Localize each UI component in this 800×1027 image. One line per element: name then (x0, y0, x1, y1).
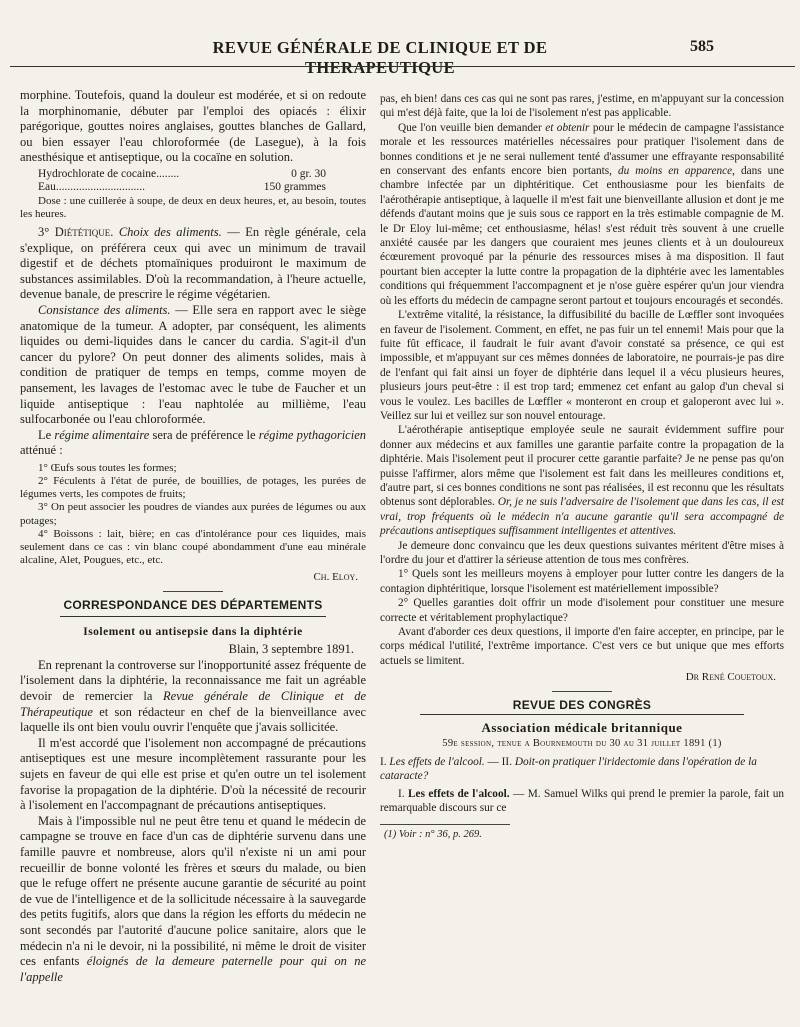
diet-list (20, 462, 366, 568)
author-signature: Dr René Couetoux. (685, 671, 776, 684)
paragraph (380, 423, 784, 538)
text-run: atténué : (20, 443, 63, 458)
text-run: Or, je ne suis l'adversaire de l'isolement que dans les cas, il est vrai, trop fréquents où le médecin n'a aucune garantie qu'il sera accompagné de précautions antiseptiques suffisamment intelligentes et attentives. (380, 496, 785, 538)
paragraph: Je demeure donc convaincu que les deux questions suivantes méritent d'être mises à l'ordre du jour et d'attirer la sérieuse attention de tous mes confrères. (380, 539, 784, 566)
text-run: , dans une chambre infectée par un diphtéritique. Cet enthousiasme pour les bienfaits de l'aérothérapie antiseptique, à laquelle il m'est fait une bienveillante allusion et dont je me défends d'autant moins que je suis sous ce rapport en la très estimable compagnie de M. le Dr Eloy lui-même; cet enthousiasme, hélas! s'est réduit très souvent à une cruelle anxiété causée par les dangers que couraient mes jeunes clients et à un douloureux écœurement provoqué par la pénurie des ressources mises à ma disposition. Il faut pourtant bien accepter la lutte contre la propagation de la diphtérie avec les lamentables conditions qui fréquemment l'accompagnent et je n'ose guère espérer qu'un jour viendra où les efforts du médecin de campagne seront partout et toujours encouragés et secondés. (380, 165, 784, 307)
paragraph (380, 121, 784, 308)
article-title: Isolement ou antisepsie dans la diphtérie (83, 625, 303, 638)
right-column (380, 92, 784, 842)
paragraph (20, 428, 366, 459)
paragraph: 1° Quels sont les meilleurs moyens à employer pour lutter contre les dangers de la contagion diphtéritique, lorsque l'isolement est matériellement impossible? (380, 568, 784, 595)
text-run: sera de préférence le (149, 427, 259, 442)
subheading: Consistance des aliments. (38, 302, 171, 317)
text-run: Le (38, 427, 55, 442)
list-item: 4° Boissons : lait, bière; en cas d'intolérance pour ces liquides, mais seulement dans ce cas : vin blanc coupé abondamment d'une eau minérale alcaline, Alet, Pougues, etc., etc. (20, 527, 366, 567)
paragraph (20, 814, 366, 986)
prescription-item: Eau............................... (38, 181, 146, 194)
paragraph: pas, eh bien! dans ces cas qui ne sont pas rares, j'estime, en m'appuyant sur la concession qui m'est déjà faite, que la loi de l'isolement n'est pas applicable. (380, 93, 784, 120)
paragraph-text: — Elle sera en rapport avec le siège anatomique de la tumeur. A adopter, par conséquent, les aliments liquides ou demi-liquides dans le cancer du cardia. S'agit-il d'un cancer du pylore? On peut donner des aliments solides, mais à condition de pratiquer de temps en temps, comme moyen de pansement, les lavages de l'estomac avec le tube de Faucher et un liquide antiseptique : l'eau naphtolée au millième, l'eau sulfocarbonée ou l'eau chloroformée. (20, 302, 366, 427)
left-column (20, 88, 366, 985)
subheading: Choix des aliments. (118, 224, 222, 239)
running-header-title: REVUE GÉNÉRALE DE CLINIQUE ET DE THERAPEUTIQUE (212, 38, 548, 77)
list-item: 3° On peut associer les poudres de viandes aux purées de légumes ou aux potages; (20, 501, 366, 527)
text-run: I. (380, 755, 390, 768)
text-run: Doit-on pratiquer l'iridectomie dans l'opération de la cataracte? (380, 755, 757, 783)
prescription-line (38, 181, 366, 195)
section-number: 3° (38, 224, 50, 239)
contents-line (380, 755, 784, 784)
list-item: 2° Féculents à l'état de purée, de bouillies, de potages, les purées de légumes verts, les compotes de fruits; (20, 475, 366, 501)
journal-name: Revue générale de Clinique et de Thérapeutique (20, 689, 366, 719)
paragraph: L'extrême vitalité, la résistance, la diffusibilité du bacille de Lœffler sont invoquées en faveur de l'isolement. Comment, en effet, ne pas fuir un tel ennemi! Mais pour que la fuite fût efficace, il faudrait le fuir avant d'avoir constaté sa présence, ce qui est impossible, et m'appuyant sur ces mêmes données de laboratoire, ne pourrais-je pas dire de l'enfant qui fait ainsi un foyer de diphtérie dans lequel il a vécu plusieurs heures, plusieurs jours peut-être : il est trop tard; emmenez cet enfant au galop d'un cheval si vous le voulez. Les bacilles de Lœffler « monteront en croup et galoperont avec lui ». Veillez sur lui et veillez sur son nouvel entourage. (380, 309, 784, 422)
paragraph: 2° Quelles garanties doit offrir un mode d'isolement pour constituer une mesure correcte et véritablement prophylactique? (380, 597, 784, 624)
prescription-item: Hydrochlorate de cocaine........ (38, 167, 180, 180)
prescription (38, 168, 366, 195)
prescription-line (38, 168, 366, 182)
header-rule (10, 66, 795, 67)
section-rule (60, 616, 326, 617)
text-run: Que l'on veuille bien demander (398, 121, 546, 134)
prescription-qty: 0 gr. 30 (291, 167, 326, 180)
paragraph: morphine. Toutefois, quand la douleur est modérée, et si on redoute la morphinomanie, débuter par l'emploi des opiacés : élixir parégorique, gouttes noires anglaises, gouttes blanches de Gallard, ou bien essayer l'eau chloroformée (de Lasegue), à la fois anesthésique et antiseptique, ou la cocaïne en solution. (20, 88, 366, 165)
section-title: REVUE DES CONGRÈS (512, 697, 652, 712)
text-run: En reprenant la controverse sur l'inopportunité assez fréquente de l'isolement dans la diphtérie, la reconnaissance me fait un agréable devoir de remercier la (20, 657, 366, 704)
separator-rule (552, 691, 612, 692)
author-signature: Ch. Eloy. (313, 570, 358, 583)
prescription-qty: 150 grammes (263, 181, 326, 194)
text-run: régime alimentaire (54, 427, 150, 442)
footnote: (1) Voir : n° 36, p. 269. (384, 828, 482, 840)
section-title: CORRESPONDANCE DES DÉPARTEMENTS (63, 598, 323, 613)
text-run: et obtenir (545, 121, 590, 134)
association-title: Association médicale britannique (481, 720, 683, 736)
paragraph-text: — En règle générale, cela s'explique, on préférera ceux qui avec un minimum de travail digestif et de déchets ptomaïniques produiront le maximum de substances assimilables. D'où la recommandation, à l'heure actuelle, devenue banale, de prescrire le régime végétarien. (20, 224, 367, 302)
separator-rule (163, 591, 223, 592)
list-item: 1° Œufs sous toutes les formes; (38, 461, 177, 474)
text-run: régime pythagoricien (258, 427, 366, 442)
dose-note: Dose : une cuillerée à soupe, de deux en deux heures, et, au besoin, toutes les heures. (20, 194, 366, 220)
paragraph: Avant d'aborder ces deux questions, il importe d'en faire accepter, en principe, par le corps médical l'utilité, l'extrême importance. C'est vers ce but unique que mes efforts actuels se limitent. (380, 626, 784, 667)
page-number: 585 (690, 38, 714, 55)
footnote-rule (380, 824, 510, 825)
dateline: Blain, 3 septembre 1891. (228, 642, 354, 657)
session-line: 59e session, tenue a Bournemouth du 30 au 31 juillet 1891 (1) (442, 738, 722, 750)
paragraph (20, 225, 366, 303)
text-run: éloignés de la demeure paternelle pour qui on ne l'appelle (20, 954, 367, 984)
paragraph (20, 658, 366, 736)
section-heading: Diététique. (54, 224, 114, 239)
text-run: Les effets de l'alcool. (389, 755, 485, 768)
text-run: du moins en apparence (617, 165, 733, 178)
paragraph: Il m'est accordé que l'isolement non accompagné de précautions antiseptiques est une mesure incomplètement rassurante pour les sujets en faveur de qui elle est prise et qu'en outre un tel isolement favorise la propagation de la diphtérie. D'où la nécessité de recourir à l'isolement en l'accompagnant de précautions antiseptiques. (20, 735, 366, 813)
paragraph (20, 303, 366, 428)
text-run: Les effets de l'alcool. (408, 787, 510, 800)
text-run: L'aérothérapie antiseptique employée seule ne saurait évidemment suffire pour donner aux médecins et aux familles une garantie parfaite contre la propagation de la diphtérie. Mais l'isolement peut il procurer cette garantie parfaite? Je ne pense pas qu'on puisse l'affirmer, alors même que l'isolement est fait dans les meilleures conditions et, d'autre part, si ces bonnes conditions ne sont pas réalisées, il est reconnu que les résultats obtenus sont déplorables. (380, 424, 784, 509)
text-run: I. (398, 787, 409, 800)
text-run: pour le médecin de campagne l'assistance morale et les ressources matérielles nécessaires pour pratiquer l'isolement dans de bonnes conditions et je ne serai nullement tenté d'assumer une effrayante responsabilité en conservant des enfants encore bien portants, (380, 121, 784, 178)
paragraph (380, 787, 784, 816)
text-run: Mais à l'impossible nul ne peut être tenu et quand le médecin de campagne se trouve en face d'un cas de diphtérie survenu dans une famille pauvre et nombreuse, alors qu'il n'existe ni un ami pour recueillir de bonne volonté les frères et sœurs du malade, ou bien que le refuge offert ne présente aucune garantie de sécurité au point de vue de l'intelligence et de la sollicitude nécessaire à la sauvegarde des petits fugitifs, alors que dans la région les efforts du médecin ne sont secondés par l'autorité d'aucune police sanitaire, alors que le médecin n'a ni le devoir, ni la possibilité, ni même le droit de visiter ces enfants (20, 813, 366, 969)
text-run: et son rédacteur en chef de la bienveillance avec laquelle ils ont bien voulu ouvrir l'enquête que j'avais sollicitée. (20, 704, 366, 735)
text-run: — II. (484, 755, 515, 768)
text-run: — M. Samuel Wilks qui prend le premier la parole, fait un remarquable discours sur ce (380, 787, 784, 815)
section-rule (420, 714, 744, 715)
